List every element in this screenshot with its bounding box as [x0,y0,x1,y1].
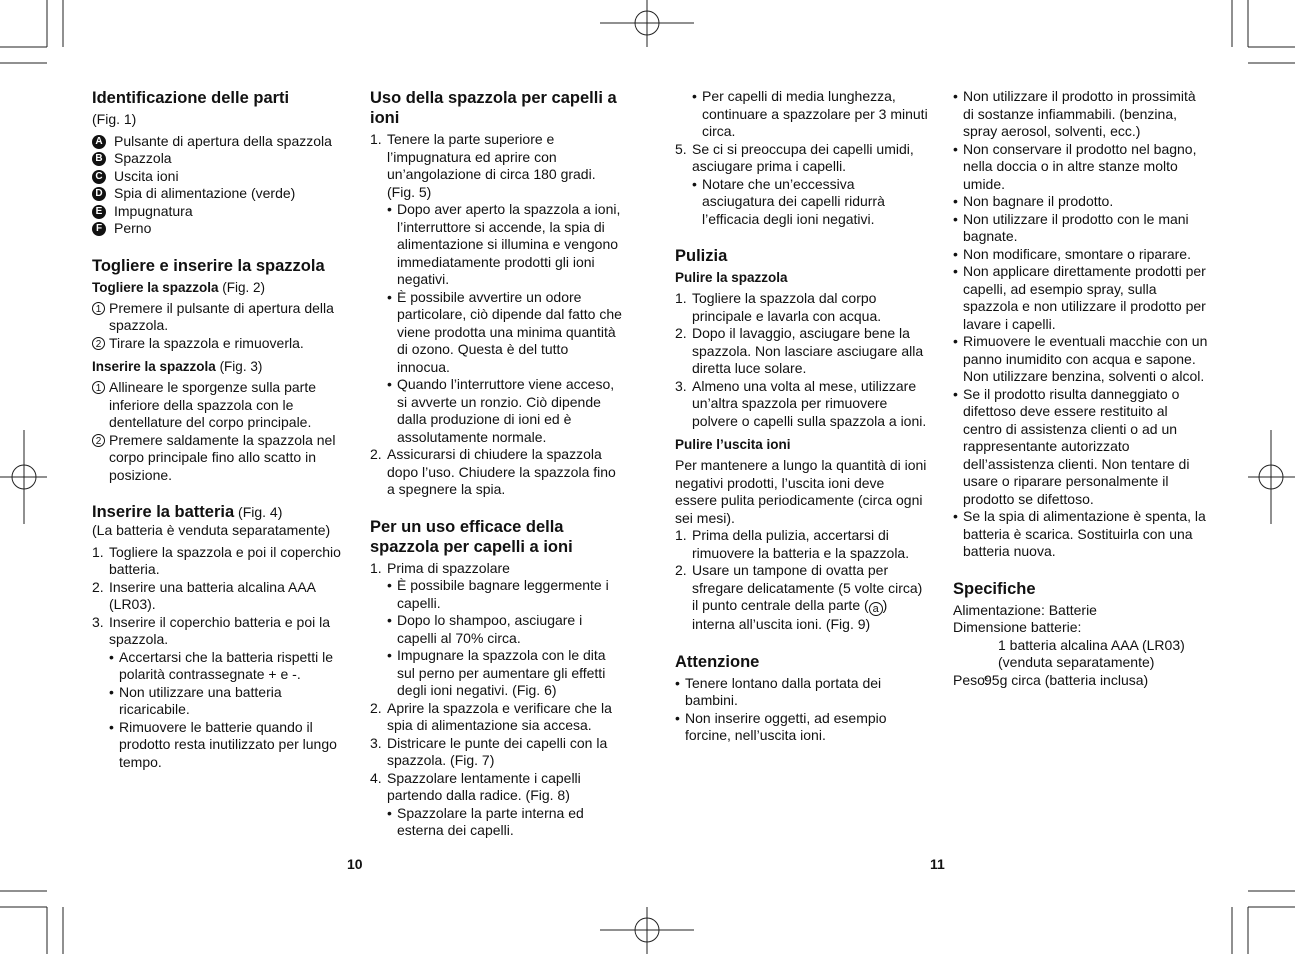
page-number-left: 10 [347,856,363,872]
subsection-label: Togliere la spazzola [92,279,219,295]
spec-weight-label: Peso: [953,671,989,688]
step-text: Prima della pulizia, accertarsi di rimuovere la batteria e la spazzola. [692,527,910,561]
bullet-icon: • [953,88,958,104]
bullet-icon: • [953,263,958,279]
bullet-text: Non bagnare il prodotto. [963,193,1114,209]
bullet-text: Notare che un’eccessiva asciugatura dei capelli ridurrà l’efficacia degli ioni negativi. [702,175,885,227]
section-identificazione [92,88,347,238]
spec-battery-size: Dimensione batterie: [953,619,1082,635]
step-text: Premere il pulsante di apertura della spazzola. [109,299,334,333]
list-item [92,432,347,485]
bullet-text: Non utilizzare il prodotto con le mani bagnate. [963,210,1189,244]
step-number: 2 [92,337,105,350]
step-number: 2 [92,434,105,447]
bullet-icon: • [387,288,392,305]
list-item [675,562,930,634]
part-item [92,168,347,186]
section-title: Identificazione delle parti [92,89,290,107]
bullet-item [92,719,347,772]
part-label: Perno [114,220,152,236]
bullet-text: Se il prodotto risulta danneggiato o difettoso deve essere restituito al centro di assistenza clienti o ad un rappresentante autorizzato dell’assistenza clienti. Non tentare di usare o riparare personalmente il prodotto se difettoso. [963,385,1190,507]
list-item [675,141,930,176]
spec-battery-value: 1 batteria alcalina AAA (LR03) [998,636,1185,653]
bullet-item [370,289,625,377]
part-label: Spazzola [114,150,172,166]
bullet-item [953,333,1208,386]
step-number: 1. [675,290,687,306]
figure-ref: (Fig. 3) [215,359,263,374]
list-item [370,770,625,805]
section-title: Specifiche [953,579,1036,598]
column-1 [92,88,347,789]
step-text: Assicurarsi di chiudere la spazzola dopo l’uso. Chiudere la spazzola fino a spegnere la spia. [387,446,616,497]
section-title: Togliere e inserire la spazzola [92,256,325,275]
step-text: Usare un tampone di ovatta per sfregare delicatamente (5 volte circa) il punto centrale della parte ( [692,562,923,613]
spec-power: Alimentazione: Batterie [953,601,1097,618]
bullet-item [370,647,625,700]
badge-icon: A [92,135,106,149]
bullet-icon: • [387,376,392,392]
list-item [675,290,930,325]
bullet-icon: • [953,210,958,227]
step-number: 3. [370,734,382,751]
bullet-icon: • [387,804,392,821]
step-number: 1 [92,302,105,315]
list-item [370,131,625,201]
step-number: 1 [92,381,105,394]
bullet-text: È possibile bagnare leggermente i capelli. [397,577,609,611]
bullet-text: Per capelli di media lunghezza, continuare a spazzolare per 3 minuti circa. [702,88,928,139]
bullet-item [675,176,930,229]
list-item [92,579,347,614]
bullet-text: È possibile avvertire un odore particolare, ciò dipende dal fatto che viene prodotta una minima quantità di ozono. Questa è del tutto innocua. [397,288,622,375]
column-4 [953,88,1208,707]
bullet-text: Non inserire oggetti, ad esempio forcine, nell’uscita ioni. [685,709,887,743]
bullet-icon: • [692,175,697,192]
section-pulizia [675,246,930,634]
subsection-label: Inserire la spazzola [92,359,216,374]
section-uso-efficace [370,517,625,840]
step-number: 1. [92,543,104,560]
bullet-text: Dopo aver aperto la spazzola a ioni, l’interruttore si accende, la spia di alimentazione si illumina e vengono immediatamente prodotti gli ioni negativi. [397,201,621,287]
badge-icon: D [92,187,106,201]
bullet-icon: • [953,140,958,157]
step-text: Se ci si preoccupa dei capelli umidi, asciugare prima i capelli. [692,140,914,174]
section-continuazione [675,88,930,228]
section-spazzola [92,256,347,485]
section-title: Pulizia [675,247,728,265]
step-number: 2. [675,562,687,578]
section-title [92,502,347,522]
bullet-icon: • [953,333,958,349]
part-label: Impugnatura [114,202,193,219]
bullet-text: Non applicare direttamente prodotti per capelli, ad esempio spray, sulla spazzola e non utilizzare il prodotto per lavare i capelli. [963,263,1206,332]
bullet-item [370,612,625,647]
bullet-text: Dopo lo shampoo, asciugare i capelli al 70% circa. [397,612,583,646]
step-number: 2. [370,446,382,462]
step-text: Aprire la spazzola e verificare che la spia di alimentazione sia accesa. [387,699,612,733]
list-item [675,325,930,378]
step-text: Districare le punte dei capelli con la spazzola. (Fig. 7) [387,734,608,768]
bullet-item [953,263,1208,333]
bullet-text: Se la spia di alimentazione è spenta, la batteria è scarica. Sostituirla con una batteria nuova. [963,508,1206,559]
subsection-title: Pulire l’uscita ioni [675,437,791,452]
bullet-icon: • [692,88,697,104]
part-item [92,220,347,238]
list-item [370,700,625,735]
step-number: 3. [675,377,687,394]
bullet-item [675,710,930,745]
step-text: Allineare le sporgenze sulla parte inferiore della spazzola con le dentellature del corpo principale. [109,379,317,430]
step-number: 2. [370,699,382,716]
step-text: Spazzolare lentamente i capelli partendo dalla radice. (Fig. 8) [387,769,581,803]
spec-weight-value: 95g circa (batteria inclusa) [984,671,1149,688]
part-item [92,203,347,221]
section-batteria [92,502,347,771]
circled-a-icon: a [869,602,883,616]
page-number-right: 11 [930,856,945,872]
subsection-title: Pulire la spazzola [675,270,788,285]
part-label: Pulsante di apertura della spazzola [114,132,332,149]
step-text: Tirare la spazzola e rimuoverla. [109,334,304,351]
list-item [92,300,347,335]
bullet-text: Non utilizzare una batteria ricaricabile. [119,683,282,717]
subsection-title [92,358,347,375]
bullet-item [675,675,930,710]
bullet-text: Non modificare, smontare o riparare. [963,245,1191,262]
badge-icon: C [92,170,106,184]
step-text: Tenere la parte superiore e l’impugnatura ed aprire con un’angolazione di circa 180 gradi. (Fig. 5) [387,131,596,200]
bullet-item [953,508,1208,561]
bullet-text: Tenere lontano dalla portata dei bambini. [685,674,882,708]
bullet-icon: • [387,201,392,217]
parts-list [92,133,347,238]
bullet-icon: • [109,718,114,735]
bullet-icon: • [953,193,958,209]
step-number: 5. [675,140,687,157]
step-text: Togliere la spazzola dal corpo principale e lavarla con acqua. [692,290,882,324]
step-text: Togliere la spazzola e poi il coperchio batteria. [109,543,341,577]
bullet-icon: • [109,683,114,700]
step-text: Inserire il coperchio batteria e poi la spazzola. [109,613,331,647]
badge-icon: F [92,222,106,236]
step-text: Premere saldamente la spazzola nel corpo principale fino allo scatto in posizione. [109,431,336,483]
bullet-icon: • [953,385,958,402]
bullet-icon: • [675,709,680,726]
bullet-item [953,141,1208,194]
bullet-icon: • [675,674,680,691]
list-item [370,560,625,578]
step-text: Inserire una batteria alcalina AAA (LR03). [109,578,316,612]
step-text: ) interna all’uscita ioni. (Fig. 9) [692,597,888,632]
list-item [675,527,930,562]
figure-ref: (Fig. 4) [234,504,283,520]
bullet-text: Non conservare il prodotto nel bagno, nella doccia o in altre stanze molto umide. [963,140,1197,192]
bullet-text: Quando l’interruttore viene acceso, si avverte un ronzio. Ciò dipende dalla produzione di ioni ed è assolutamente normale. [397,376,615,445]
part-item [92,150,347,168]
bullet-item [370,577,625,612]
figure-ref: (Fig. 2) [218,279,266,295]
bullet-text: Spazzolare la parte interna ed esterna dei capelli. [397,804,584,838]
part-item [92,133,347,151]
bullet-item [92,684,347,719]
bullet-text: Non utilizzare il prodotto in prossimità di sostanze infiammabili. (benzina, spray aerosol, solventi, ecc.) [963,88,1196,139]
subsection-title [92,279,347,296]
bullet-item [953,246,1208,264]
section-title: Uso della spazzola per capelli a ioni [370,89,617,127]
bullet-icon: • [387,577,392,593]
step-text: Almeno una volta al mese, utilizzare un’altra spazzola per rimuovere polvere o capelli sulla spazzola a ioni. [692,377,927,429]
bullet-icon: • [953,245,958,262]
section-specifiche [953,579,1208,690]
paragraph: Per mantenere a lungo la quantità di ioni negativi prodotti, l’uscita ioni deve essere pulita periodicamente (circa ogni sei mesi). [675,457,927,526]
note: (La batteria è venduta separatamente) [92,522,331,538]
bullet-item [675,88,930,141]
list-item [370,735,625,770]
part-label: Spia di alimentazione (verde) [114,185,296,201]
figure-ref: (Fig. 1) [92,111,137,127]
list-item [92,379,347,432]
column-2 [370,88,625,858]
step-number: 1. [370,131,382,147]
step-text: Prima di spazzolare [387,559,510,576]
bullet-text: Rimuovere le eventuali macchie con un panno inumidito con acqua e sapone. Non utilizzare benzina, solventi o alcol. [963,333,1208,384]
step-number: 4. [370,769,382,786]
step-number: 2. [92,578,104,595]
bullet-item [953,193,1208,211]
bullet-text: Impugnare la spazzola con le dita sul perno per aumentare gli effetti degli ioni negativi. (Fig. 6) [397,647,606,698]
step-number: 1. [675,527,687,543]
step-text: Dopo il lavaggio, asciugare bene la spazzola. Non lasciare asciugare alla diretta luce solare. [692,325,924,376]
part-item [92,185,347,203]
section-title: Attenzione [675,652,760,671]
step-number: 1. [370,559,382,576]
bullet-item [953,88,1208,141]
list-item [92,544,347,579]
section-uso [370,88,625,499]
bullet-item [953,386,1208,509]
section-attenzione-cont [953,88,1208,561]
list-item [92,335,347,353]
column-3 [675,88,930,763]
step-number: 3. [92,613,104,630]
step-number: 2. [675,325,687,341]
spec-weight [953,672,1208,690]
bullet-text: Accertarsi che la batteria rispetti le polarità contrassegnate + e -. [119,648,333,682]
badge-icon: E [92,205,106,219]
bullet-text: Rimuovere le batterie quando il prodotto resta inutilizzato per lungo tempo. [119,718,337,770]
bullet-item [370,201,625,289]
bullet-icon: • [387,647,392,663]
bullet-icon: • [387,612,392,628]
section-title-text: Inserire la batteria [92,503,235,521]
bullet-item [92,649,347,684]
bullet-icon: • [109,648,114,665]
bullet-icon: • [953,508,958,524]
section-title: Per un uso efficace della spazzola per capelli a ioni [370,517,573,556]
list-item [92,614,347,649]
list-item [370,446,625,499]
section-attenzione [675,652,930,745]
spec-battery-note: (venduta separatamente) [998,654,1155,670]
badge-icon: B [92,152,106,166]
bullet-item [953,211,1208,246]
part-label: Uscita ioni [114,167,179,184]
bullet-item [370,376,625,446]
list-item [675,378,930,431]
bullet-item [370,805,625,840]
